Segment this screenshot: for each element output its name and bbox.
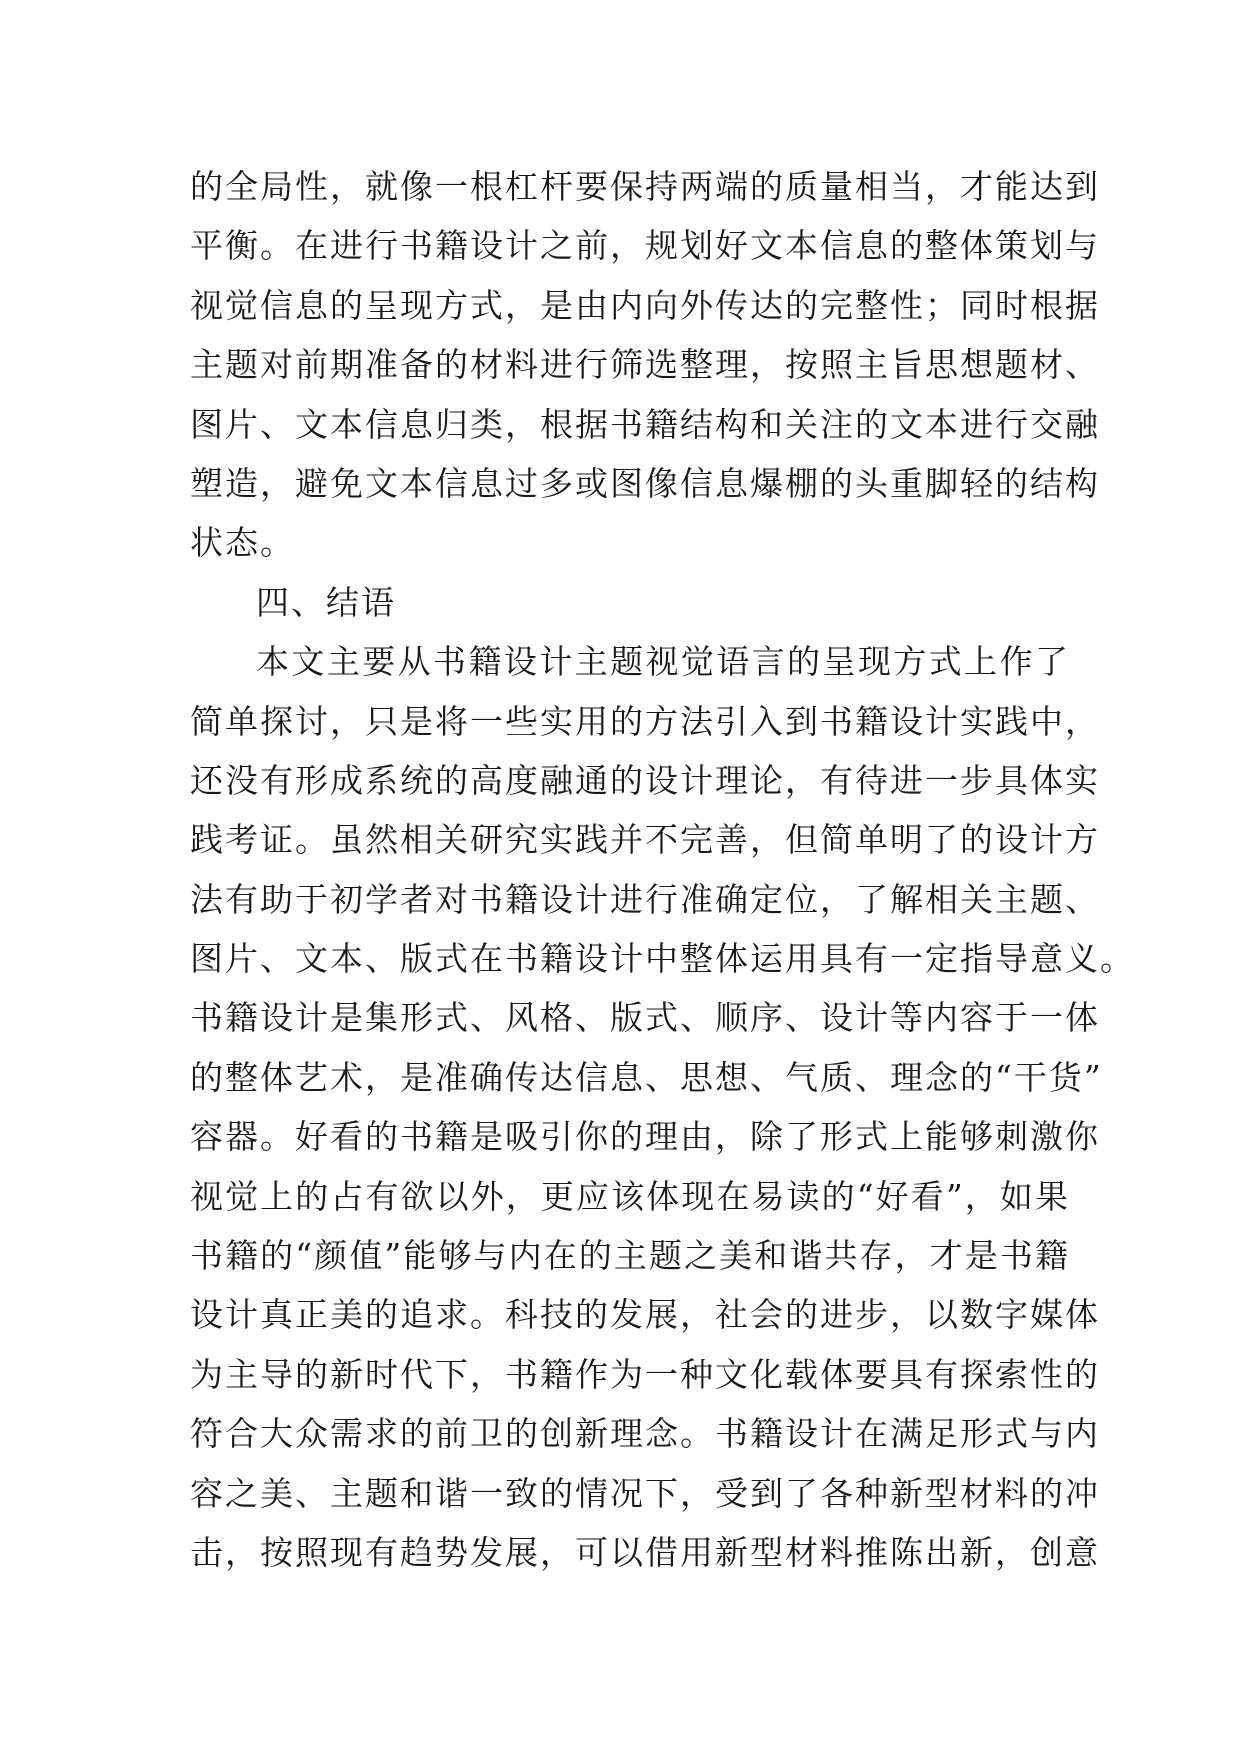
paragraph-2-line: 法有助于初学者对书籍设计进行准确定位，了解相关主题、: [190, 879, 1100, 919]
paragraph-2-line: 本文主要从书籍设计主题视觉语言的呈现方式上作了: [256, 642, 1070, 682]
paragraph-1-line: 平衡。在进行书籍设计之前，规划好文本信息的整体策划与: [190, 226, 1100, 266]
paragraph-2-line: 简单探讨，只是将一些实用的方法引入到书籍设计实践中，: [190, 701, 1100, 741]
paragraph-1-line: 主题对前期准备的材料进行筛选整理，按照主旨思想题材、: [190, 345, 1100, 385]
paragraph-1-line: 状态。: [190, 523, 295, 563]
paragraph-1-line: 视觉信息的呈现方式，是由内向外传达的完整性；同时根据: [190, 285, 1100, 325]
body-text: [190, 157, 1135, 1582]
paragraph-2-line: 容之美、主题和谐一致的情况下，受到了各种新型材料的冲: [190, 1473, 1100, 1513]
paragraph-2-line: 的整体艺术，是准确传达信息、思想、气质、理念的“干货”: [190, 1057, 1103, 1097]
paragraph-2-line: 符合大众需求的前卫的创新理念。书籍设计在满足形式与内: [190, 1414, 1100, 1454]
paragraph-2-line: 书籍设计是集形式、风格、版式、顺序、设计等内容于一体: [190, 998, 1100, 1038]
paragraph-2-line: 设计真正美的追求。科技的发展，社会的进步，以数字媒体: [190, 1295, 1100, 1335]
paragraph-2-line: 书籍的“颜值”能够与内在的主题之美和谐共存，才是书籍: [190, 1236, 1070, 1276]
paragraph-1-line: 图片、文本信息归类，根据书籍结构和关注的文本进行交融: [190, 404, 1100, 444]
section-heading: 四、结语: [256, 582, 396, 622]
paragraph-2-line: 还没有形成系统的高度融通的设计理论，有待进一步具体实: [190, 760, 1100, 800]
paragraph-1-line: 塑造，避免文本信息过多或图像信息爆棚的头重脚轻的结构: [190, 463, 1100, 503]
paragraph-2-line: 容器。好看的书籍是吸引你的理由，除了形式上能够刺激你: [190, 1117, 1100, 1157]
paragraph-2-line: 为主导的新时代下，书籍作为一种文化载体要具有探索性的: [190, 1354, 1100, 1394]
paragraph-2-line: 视觉上的占有欲以外，更应该体现在易读的“好看”，如果: [190, 1176, 1070, 1216]
paragraph-2-line: 击，按照现有趋势发展，可以借用新型材料推陈出新，创意: [190, 1532, 1100, 1572]
paragraph-2-line: 践考证。虽然相关研究实践并不完善，但简单明了的设计方: [190, 820, 1100, 860]
paragraph-2-line: 图片、文本、版式在书籍设计中整体运用具有一定指导意义。: [190, 939, 1135, 979]
paragraph-1-line: 的全局性，就像一根杠杆要保持两端的质量相当，才能达到: [190, 167, 1100, 206]
